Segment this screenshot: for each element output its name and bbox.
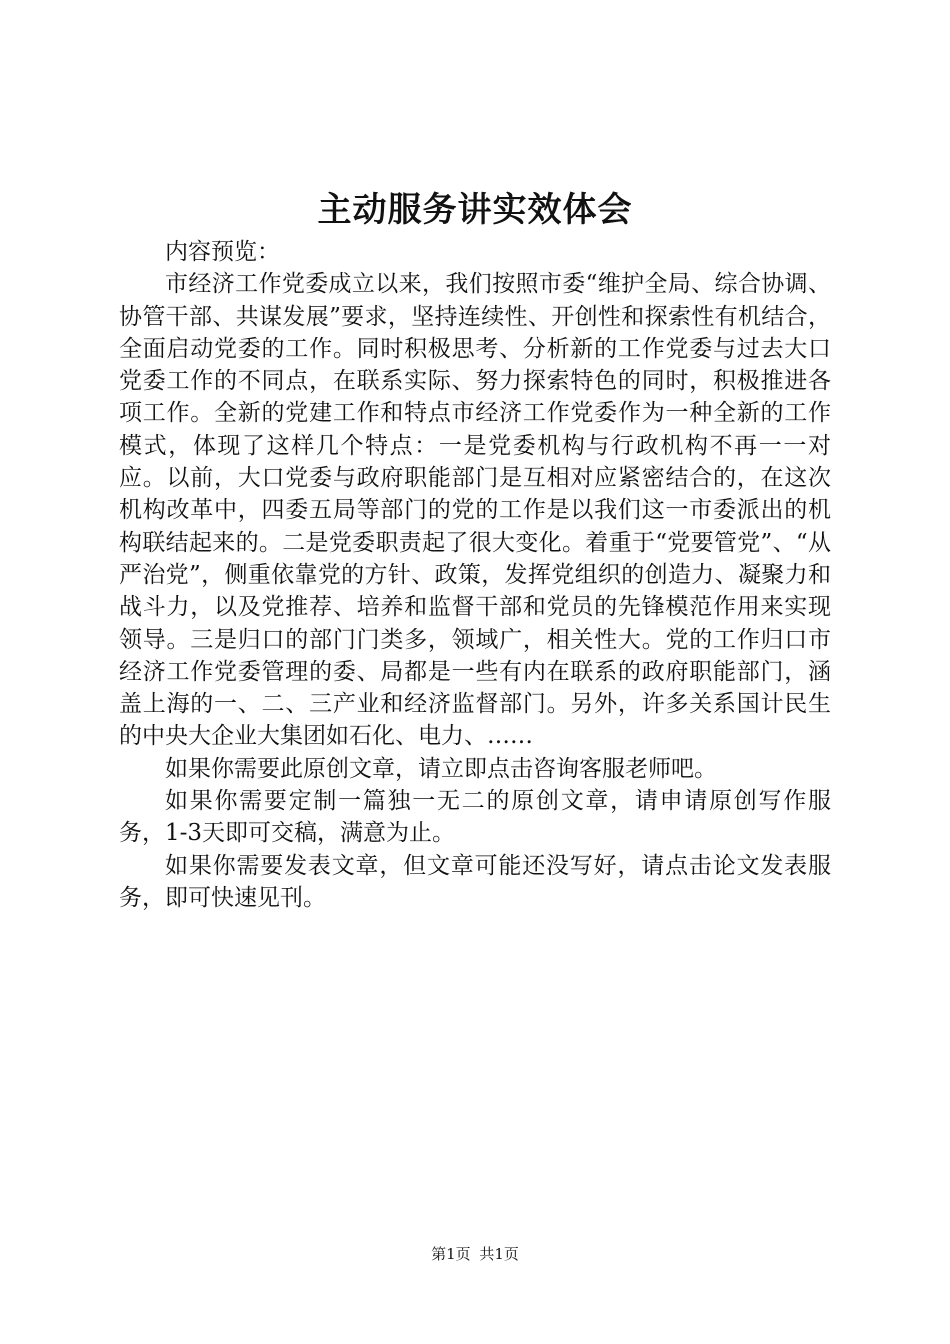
preview-paragraph: 市经济工作党委成立以来，我们按照市委“维护全局、综合协调、协管干部、共谋发展”要求，坚持连续性、开创性和探索性有机结合，全面启动党委的工作。同时积极思考、分析新的工作党委与过去大口党委工作的不同点，在联系实际、努力探索特色的同时，积极推进各项工作。全新的党建工作和特点市经济工作党委作为一种全新的工作模式，体现了这样几个特点：一是党委机构与行政机构不再一一对应。以前，大口党委与政府职能部门是互相对应紧密结合的，在这次机构改革中，四委五局等部门的党的工作是以我们这一市委派出的机构联结起来的。二是党委职责起了很大变化。着重于“党要管党”、“从严治党”，侧重依靠党的方针、政策，发挥党组织的创造力、凝聚力和战斗力，以及党推荐、培养和监督干部和党员的先锋模范作用来实现领导。三是归口的部门门类多，领域广，相关性大。党的工作归口市经济工作党委管理的委、局都是一些有内在联系的政府职能部门，涵盖上海的一、二、三产业和经济监督部门。另外，许多关系国计民生的中央大企业大集团如石化、电力、…… <box>119 271 831 750</box>
page-number: 第1页 <box>431 1245 471 1263</box>
document-title: 主动服务讲实效体会 <box>317 190 633 230</box>
preview-label: 内容预览： <box>165 239 280 265</box>
custom-writing-paragraph: 如果你需要定制一篇独一无二的原创文章，请申请原创写作服务，1-3天即可交稿，满意为止。 <box>119 788 831 847</box>
publish-paragraph: 如果你需要发表文章，但文章可能还没写好，请点击论文发表服务，即可快速见刊。 <box>119 852 831 911</box>
page-total: 共1页 <box>479 1245 519 1263</box>
consult-paragraph: 如果你需要此原创文章，请立即点击咨询客服老师吧。 <box>165 755 717 782</box>
page-footer <box>0 1244 950 1264</box>
document-body <box>119 236 831 914</box>
